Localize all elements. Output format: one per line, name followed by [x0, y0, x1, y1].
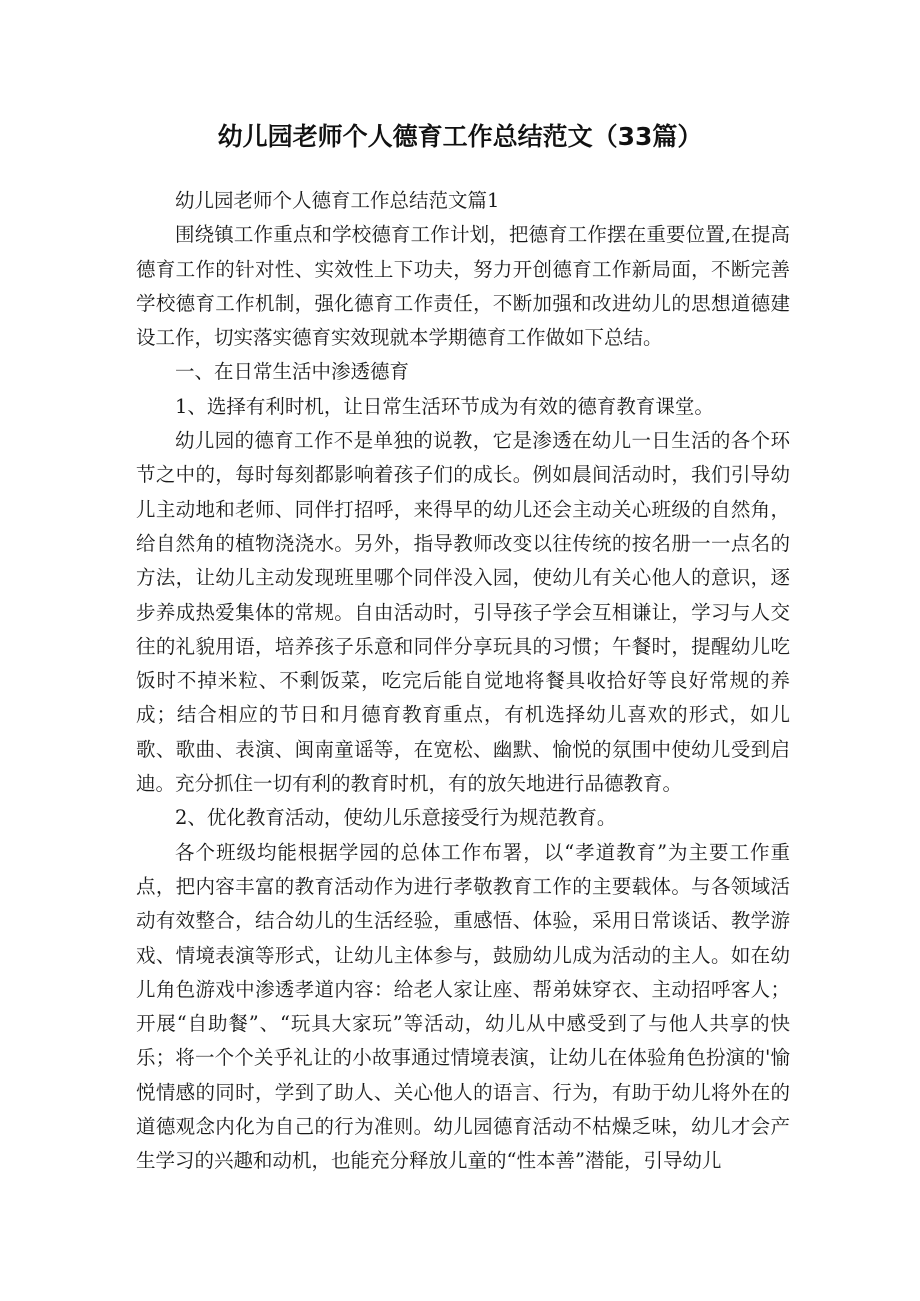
item-heading: 2、优化教育活动，使幼儿乐意接受行为规范教育。 — [175, 806, 617, 830]
paragraph: 围绕镇工作重点和学校德育工作计划，把德育工作摆在重要位置,在提高德育工作的针对性、实效性上下功夫，努力开创德育工作新局面，不断完善学校德育工作机制，强化德育工作责任，不断加强和改进幼儿的思想道德建设工作，切实落实德育实效现就本学期德育工作做如下总结。 — [136, 223, 790, 350]
paragraph: 各个班级均能根据学园的总体工作布署，以“孝道教育”为主要工作重点，把内容丰富的教育活动作为进行孝敬教育工作的主要载体。与各领域活动有效整合，结合幼儿的生活经验，重感悟、体验，采用日常谈话、教学游戏、情境表演等形式，让幼儿主体参与，鼓励幼儿成为活动的主人。如在幼儿角色游戏中渗透孝道内容：给老人家让座、帮弟妹穿衣、主动招呼客人；开展“自助餐”、“玩具大家玩”等活动，幼儿从中感受到了与他人共享的快乐；将一个个关乎礼让的小故事通过情境表演，让幼儿在体验角色扮演的'愉悦情感的同时，学到了助人、关心他人的语言、行为，有助于幼儿将外在的道德观念内化为自己的行为准则。幼儿园德育活动不枯燥乏味，幼儿才会产生学习的兴趣和动机，也能充分释放儿童的“性本善”潜能，引导幼儿 — [136, 840, 790, 1173]
paragraph: 幼儿园的德育工作不是单独的说教，它是渗透在幼儿一日生活的各个环节之中的，每时每刻都影响着孩子们的成长。例如晨间活动时，我们引导幼儿主动地和老师、同伴打招呼，来得早的幼儿还会主动关心班级的自然角，给自然角的植物浇浇水。另外，指导教师改变以往传统的按名册一一点名的方法，让幼儿主动发现班里哪个同伴没入园，使幼儿有关心他人的意识，逐步养成热爱集体的常规。自由活动时，引导孩子学会互相谦让，学习与人交往的礼貌用语，培养孩子乐意和同伴分享玩具的习惯；午餐时，提醒幼儿吃饭时不掉米粒、不剩饭菜，吃完后能自觉地将餐具收拾好等良好常规的养成；结合相应的节日和月德育教育重点，有机选择幼儿喜欢的形式，如儿歌、歌曲、表演、闽南童谣等，在宽松、幽默、愉悦的氛围中使幼儿受到启迪。充分抓住一切有利的教育时机，有的放矢地进行品德教育。 — [136, 429, 790, 796]
subsection-heading: 一、在日常生活中渗透德育 — [175, 360, 410, 384]
document-title: 幼儿园老师个人德育工作总结范文（33篇） — [217, 122, 703, 151]
item-heading: 1、选择有利时机，让日常生活环节成为有效的德育教育课堂。 — [175, 394, 714, 418]
document-body — [136, 184, 790, 1179]
section-heading: 幼儿园老师个人德育工作总结范文篇1 — [175, 189, 500, 212]
